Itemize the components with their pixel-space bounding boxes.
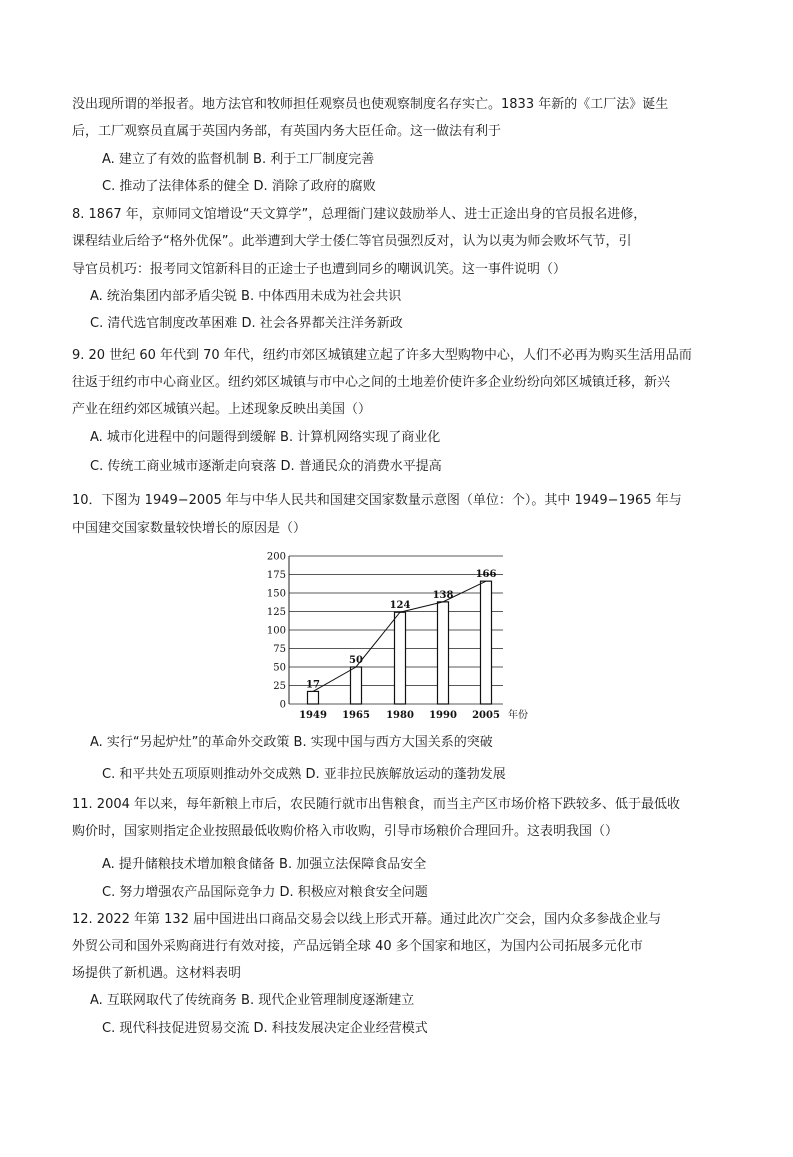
question-11-text: 11. 2004 年以来，每年新粮上市后，农民随行就市出售粮食，而当主产区市场价格下跌较多、低于最低收 <box>72 797 681 812</box>
data-label: 50 <box>349 655 363 666</box>
y-tick-label: 200 <box>266 551 286 563</box>
question-12-text: 12. 2022 年第 132 届中国进出口商品交易会以线上形式开幕。通过此次广交会，国内众多参战企业与 <box>72 912 662 927</box>
diplomatic-relations-chart <box>258 546 538 724</box>
text-line: 中国建交国家数量较快增长的原因是（） <box>72 521 307 536</box>
data-label: 17 <box>306 679 320 691</box>
bar <box>395 612 406 704</box>
question-9-text: 9. 20 世纪 60 年代到 70 年代，纽约市郊区城镇建立起了许多大型购物中心，人们不必再为购买生活用品而 <box>72 348 692 363</box>
option-line: A. 城市化进程中的问题得到缓解 B. 计算机网络实现了商业化 <box>90 430 441 445</box>
bar <box>308 691 319 704</box>
x-tick-label: 1949 <box>299 710 327 721</box>
question-10-text: 10．下图为 1949−2005 年与中华人民共和国建交国家数量示意图（单位：个）。其中 1949−1965 年与 <box>72 493 682 508</box>
x-tick-label: 1990 <box>429 710 457 721</box>
text-line: 往返于纽约市中心商业区。纽约郊区城镇与市中心之间的土地差价使许多企业纷纷向郊区城镇迁移，新兴 <box>72 375 671 390</box>
x-axis-label: 年份 <box>508 710 528 721</box>
y-tick-label: 150 <box>266 588 286 600</box>
option-line: A. 建立了有效的监督机制 B. 利于工厂制度完善 <box>102 152 375 167</box>
option-line: C. 推动了法律体系的健全 D. 消除了政府的腐败 <box>102 179 376 194</box>
bar <box>481 581 492 704</box>
text-line: 课程结业后给予“格外优保”。此举遭到大学士倭仁等官员强烈反对，认为以夷为师会败坏气节，引 <box>72 234 632 249</box>
y-tick-label: 175 <box>266 570 286 581</box>
data-label: 166 <box>475 569 497 581</box>
bar <box>438 602 449 704</box>
option-line: C. 和平共处五项原则推动外交成熟 D. 亚非拉民族解放运动的蓬勃发展 <box>102 767 506 782</box>
data-label: 124 <box>389 600 411 612</box>
text-line: 导官员机巧：报考同文馆新科目的正途士子也遭到同乡的嘲讽讥笑。这一事件说明（） <box>72 262 567 277</box>
y-tick-label: 25 <box>273 681 286 692</box>
text-line: 购价时，国家则指定企业按照最低收购价格入市收购，引导市场粮价合理回升。这表明我国（） <box>72 824 619 839</box>
x-tick-label: 2005 <box>472 710 500 721</box>
text-line: 没出现所谓的举报者。地方法官和牧师担任观察员也使观察制度名存实亡。1833 年新的《工厂法》诞生 <box>72 97 669 112</box>
y-tick-label: 50 <box>273 662 286 674</box>
x-tick-label: 1980 <box>386 710 414 721</box>
text-line: 场提供了新机遇。这材料表明 <box>72 966 242 981</box>
option-line: A. 互联网取代了传统商务 B. 现代企业管理制度逐渐建立 <box>90 993 415 1008</box>
option-line: C. 现代科技促进贸易交流 D. 科技发展决定企业经营模式 <box>102 1021 428 1036</box>
option-line: C. 清代选官制度改革困难 D. 社会各界都关注洋务新政 <box>90 316 403 331</box>
option-line: C. 传统工商业城市逐渐走向衰落 D. 普通民众的消费水平提高 <box>90 459 442 474</box>
option-line: A. 统治集团内部矛盾尖锐 B. 中体西用未成为社会共识 <box>90 289 402 304</box>
data-label: 138 <box>432 589 454 601</box>
bar <box>351 667 362 704</box>
text-line: 产业在纽约郊区城镇兴起。上述现象反映出美国（） <box>72 402 372 417</box>
question-8-text: 8. 1867 年，京师同文馆增设“天文算学”，总理衙门建议鼓励举人、进士正途出身的官员报名进修， <box>72 207 647 222</box>
y-tick-label: 100 <box>266 625 286 637</box>
x-tick-label: 1965 <box>342 710 370 721</box>
y-tick-label: 125 <box>266 607 286 618</box>
y-tick-label: 75 <box>273 644 286 655</box>
text-line: 外贸公司和国外采购商进行有效对接，产品远销全球 40 多个国家和地区，为国内公司拓展多元化市 <box>72 939 643 954</box>
option-line: A. 实行“另起炉灶”的革命外交政策 B. 实现中国与西方大国关系的突破 <box>90 735 493 750</box>
text-line: 后，工厂观察员直属于英国内务部，有英国内务大臣任命。这一做法有利于 <box>72 124 502 139</box>
y-tick-label: 0 <box>279 699 286 711</box>
option-line: C. 努力增强农产品国际竞争力 D. 积极应对粮食安全问题 <box>102 885 428 900</box>
option-line: A. 提升储粮技术增加粮食储备 B. 加强立法保障食品安全 <box>102 857 427 872</box>
